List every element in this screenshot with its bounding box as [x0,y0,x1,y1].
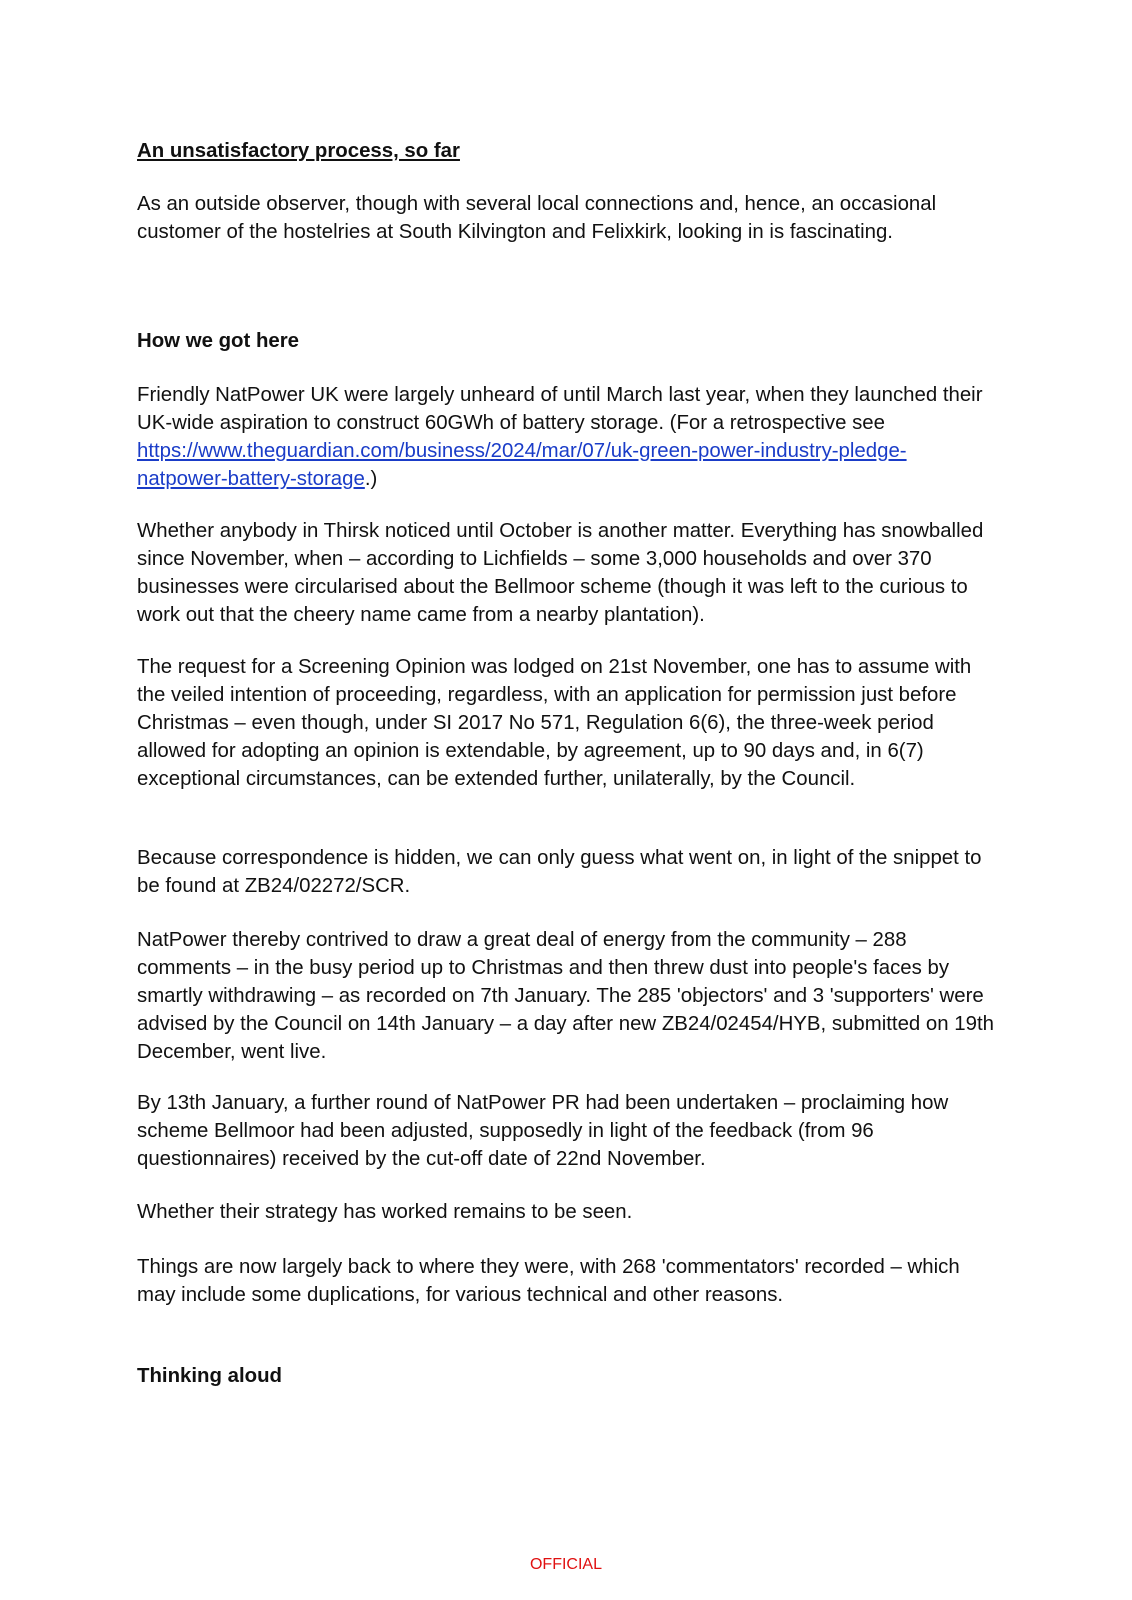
paragraph-screening-opinion: The request for a Screening Opinion was lodged on 21st November, one has to assume with the veiled intention of proceeding, regardless, with an application for permission just before Christmas – even though, under SI 2017 No 571, Regulation 6(6), the three-week period allowed for adopting an opinion is extendable, by agreement, up to 90 days and, in 6(7) exceptional circumstances, can be extended further, unilaterally, by the Council. [137,656,972,790]
section-heading-thinking-aloud: Thinking aloud [137,1365,282,1387]
classification-label: OFFICIAL [529,1556,602,1573]
paragraph-text: Friendly NatPower UK were largely unheard of until March last year, when they launched their UK-wide aspiration to construct 60GWh of battery storage. (For a retrospective see [137,384,983,434]
paragraph-thirsk: Whether anybody in Thirsk noticed until October is another matter. Everything has snowballed since November, when – according to Lichfields – some 3,000 households and over 370 businesses were circularised about the Bellmoor scheme (though it was left to the curious to work out that the cheery name came from a nearby plantation). [137,520,984,626]
paragraph-commentators: Things are now largely back to where they were, with 268 'commentators' recorded – which may include some duplications, for various technical and other reasons. [137,1256,960,1306]
paragraph-natpower-withdrawal: NatPower thereby contrived to draw a great deal of energy from the community – 288 comments – in the busy period up to Christmas and then threw dust into people's faces by smartly withdrawing – as recorded on 7th January. The 285 'objectors' and 3 'supporters' were advised by the Council on 14th January – a day after new ZB24/02454/HYB, submitted on 19th December, went live. [137,929,994,1063]
intro-paragraph: As an outside observer, though with several local connections and, hence, an occasional customer of the hostelries at South Kilvington and Felixkirk, looking in is fascinating. [137,193,937,243]
paragraph-natpower-intro [137,381,997,493]
paragraph-strategy: Whether their strategy has worked remains to be seen. [137,1201,633,1223]
section-heading-how-we-got-here: How we got here [137,330,300,352]
document-title: An unsatisfactory process, so far [137,140,460,162]
paragraph-text: .) [364,468,378,490]
paragraph-correspondence: Because correspondence is hidden, we can only guess what went on, in light of the snippet to be found at ZB24/02272/SCR. [137,847,982,897]
paragraph-pr-round: By 13th January, a further round of NatPower PR had been undertaken – proclaiming how scheme Bellmoor had been adjusted, supposedly in light of the feedback (from 96 questionnaires) received by the cut-off date of 22nd November. [137,1092,949,1170]
guardian-article-link[interactable]: https://www.theguardian.com/business/2024/mar/07/uk-green-power-industry-pledge-natpower-battery-storage [137,440,907,490]
